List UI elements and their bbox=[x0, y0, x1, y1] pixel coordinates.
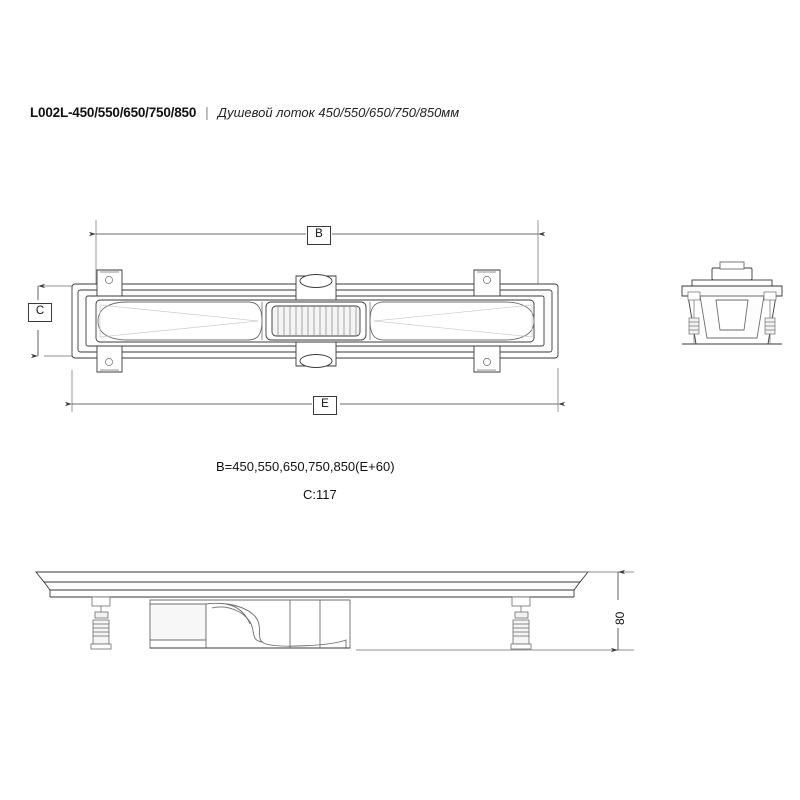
product-code: L002L-450/550/650/750/850 bbox=[30, 104, 197, 120]
section-height-label: 80 bbox=[613, 611, 627, 625]
dimension-label-e: E bbox=[313, 396, 337, 415]
product-description: Душевой лоток 450/550/650/750/850мм bbox=[217, 104, 460, 120]
caption-b-values: B=450,550,650,750,850(E+60) bbox=[216, 459, 395, 474]
dimension-label-b: B bbox=[307, 226, 331, 245]
caption-c-value: C:117 bbox=[303, 487, 337, 502]
title-separator: | bbox=[205, 104, 209, 120]
dimension-label-c: C bbox=[28, 303, 52, 322]
